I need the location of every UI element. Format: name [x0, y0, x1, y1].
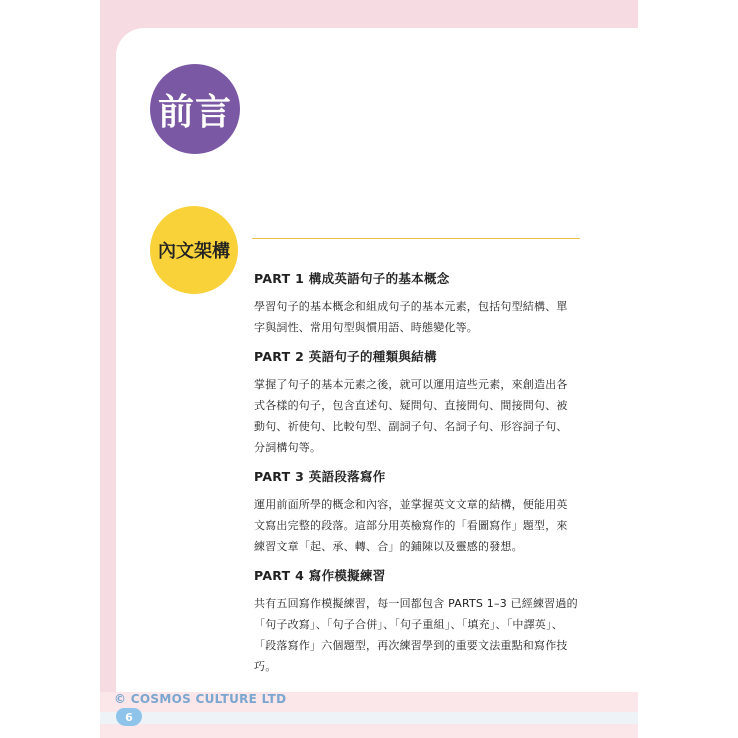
- parts-list: [254, 270, 578, 687]
- section-label-badge: [150, 206, 238, 294]
- part-body: 掌握了句子的基本元素之後，就可以運用這些元素，來創造出各式各樣的句子，包含直述句、疑問句、直接問句、間接問句、被動句、祈使句、比較句型、副詞子句、名詞子句、形容詞子句、分詞構句等。: [254, 378, 568, 454]
- chapter-title: 前言: [157, 91, 232, 133]
- part-item-1: [254, 270, 578, 338]
- copyright-text: © COSMOS CULTURE LTD: [114, 692, 287, 706]
- part-title: PART 4 寫作模擬練習: [254, 568, 386, 583]
- part-body: 共有五回寫作模擬練習，每一回都包含 PARTS 1–3 已經練習過的「句子改寫」、「句子合併」、「句子重組」、「填充」、「中譯英」、「段落寫作」六個題型，再次練習學到的重要文法重點和寫作技巧。: [254, 597, 578, 673]
- section-divider: [252, 238, 580, 239]
- section-label: 內文架構: [158, 241, 230, 262]
- part-body: 運用前面所學的概念和內容，並掌握英文文章的結構，便能用英文寫出完整的段落。這部分用英檢寫作的「看圖寫作」題型，來練習文章「起、承、轉、合」的鋪陳以及靈感的發想。: [254, 498, 568, 553]
- chapter-title-badge: [150, 64, 240, 154]
- part-item-2: [254, 348, 578, 458]
- part-title: PART 1 構成英語句子的基本概念: [254, 271, 450, 286]
- part-item-3: [254, 468, 578, 557]
- part-body: 學習句子的基本概念和組成句子的基本元素，包括句型結構、單字與詞性、常用句型與慣用語、時態變化等。: [254, 300, 568, 334]
- part-title: PART 3 英語段落寫作: [254, 469, 386, 484]
- footer-strip: [100, 712, 638, 724]
- page-number: 6: [125, 710, 133, 724]
- page-number-badge: [116, 708, 142, 726]
- part-item-4: [254, 567, 578, 677]
- part-title: PART 2 英語句子的種類與結構: [254, 349, 437, 364]
